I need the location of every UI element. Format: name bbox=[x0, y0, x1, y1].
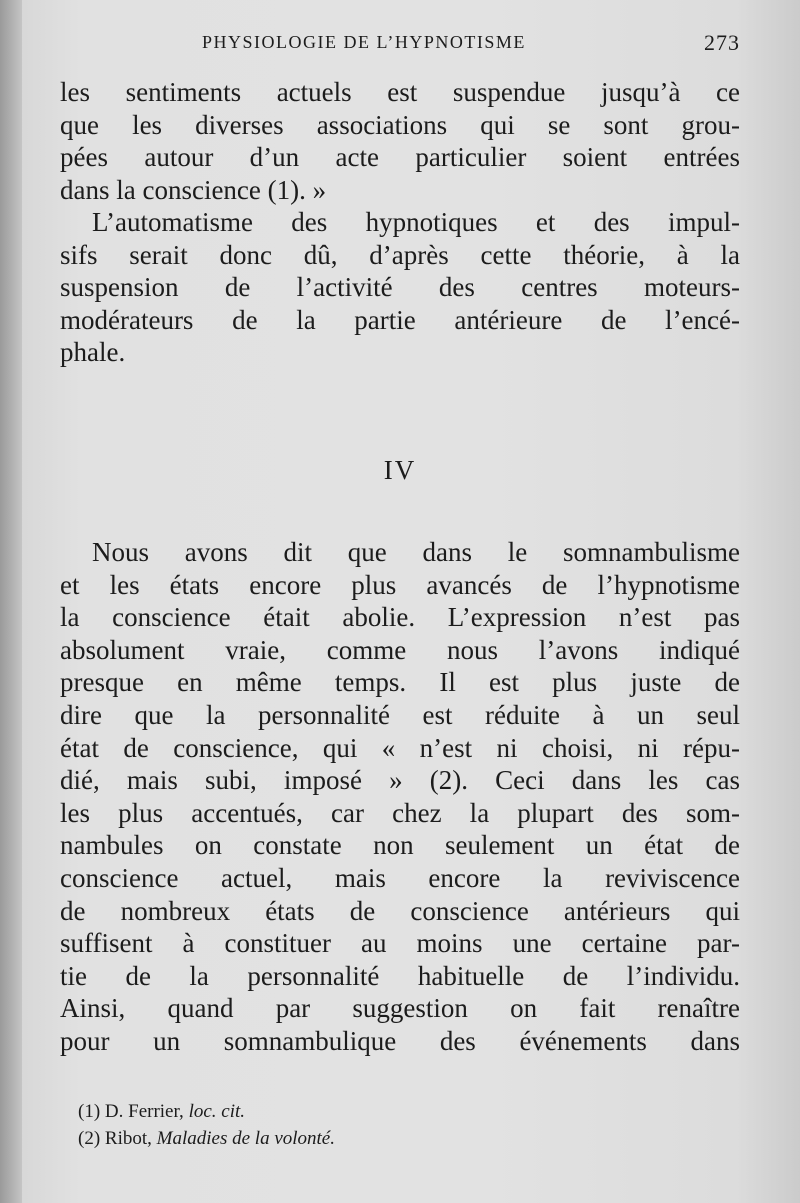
text-line: dire que la personnalité est réduite à un seul bbox=[60, 699, 740, 730]
page-gutter-shadow bbox=[0, 0, 22, 1203]
paragraph-somnambulisme bbox=[60, 536, 740, 1058]
text-line: conscience actuel, mais encore la reviviscence bbox=[60, 862, 740, 893]
text-line: les sentiments actuels est suspendue jusqu’à ce bbox=[60, 77, 740, 107]
text-line: L’automatisme des hypnotiques et des impul- bbox=[92, 207, 740, 237]
text-line: suffisent à constituer au moins une certaine par- bbox=[60, 928, 740, 959]
text-line: dié, mais subi, imposé » (2). Ceci dans les cas bbox=[60, 765, 740, 796]
text-line: et les états encore plus avancés de l’hypnotisme bbox=[60, 569, 740, 600]
footnote bbox=[78, 1125, 678, 1152]
text-line: nambules on constate non seulement un état de bbox=[60, 830, 740, 861]
footnotes bbox=[78, 1098, 678, 1152]
text-line: presque en même temps. Il est plus juste de bbox=[60, 667, 740, 698]
text-line: Nous avons dit que dans le somnambulisme bbox=[92, 537, 740, 567]
text-line: de nombreux états de conscience antérieurs qui bbox=[60, 895, 740, 926]
text-line: pées autour d’un acte particulier soient entrées bbox=[60, 142, 740, 173]
text-line: Ainsi, quand par suggestion on fait renaître bbox=[60, 993, 740, 1024]
footnote-author: Ribot, bbox=[104, 1128, 152, 1149]
footnote-marker: (1) bbox=[78, 1101, 101, 1122]
running-title: PHYSIOLOGIE DE L’HYPNOTISME bbox=[202, 32, 526, 52]
paragraph-automatisme bbox=[60, 206, 740, 369]
text-line: les plus accentués, car chez la plupart des som- bbox=[60, 797, 740, 828]
text-line: dans la conscience (1). » bbox=[60, 174, 327, 205]
footnote bbox=[78, 1098, 678, 1125]
footnote-work: loc. cit. bbox=[188, 1101, 246, 1122]
footnote-work: Maladies de la volonté. bbox=[156, 1128, 335, 1149]
text-line: sifs serait donc dû, d’après cette théorie, à la bbox=[60, 239, 740, 270]
page-number: 273 bbox=[704, 30, 740, 55]
text-line: absolument vraie, comme nous l’avons indiqué bbox=[60, 634, 740, 665]
text-line: tie de la personnalité habituelle de l’individu. bbox=[60, 960, 740, 991]
text-line: phale. bbox=[60, 337, 126, 368]
text-line: pour un somnambulique des événements dans bbox=[60, 1025, 740, 1056]
page-header bbox=[60, 30, 740, 60]
text-line: modérateurs de la partie antérieure de l’encé- bbox=[60, 304, 740, 335]
footnote-author: D. Ferrier, bbox=[104, 1101, 184, 1122]
text-line: suspension de l’activité des centres moteurs- bbox=[60, 272, 740, 303]
text-line: état de conscience, qui « n’est ni choisi, ni répu- bbox=[60, 732, 740, 763]
text-line: que les diverses associations qui se sont grou- bbox=[60, 109, 740, 140]
section-heading: IV bbox=[383, 455, 417, 485]
text-line: la conscience était abolie. L’expression n’est pas bbox=[60, 602, 740, 633]
footnote-marker: (2) bbox=[78, 1128, 101, 1149]
paragraph-continued bbox=[60, 76, 740, 206]
